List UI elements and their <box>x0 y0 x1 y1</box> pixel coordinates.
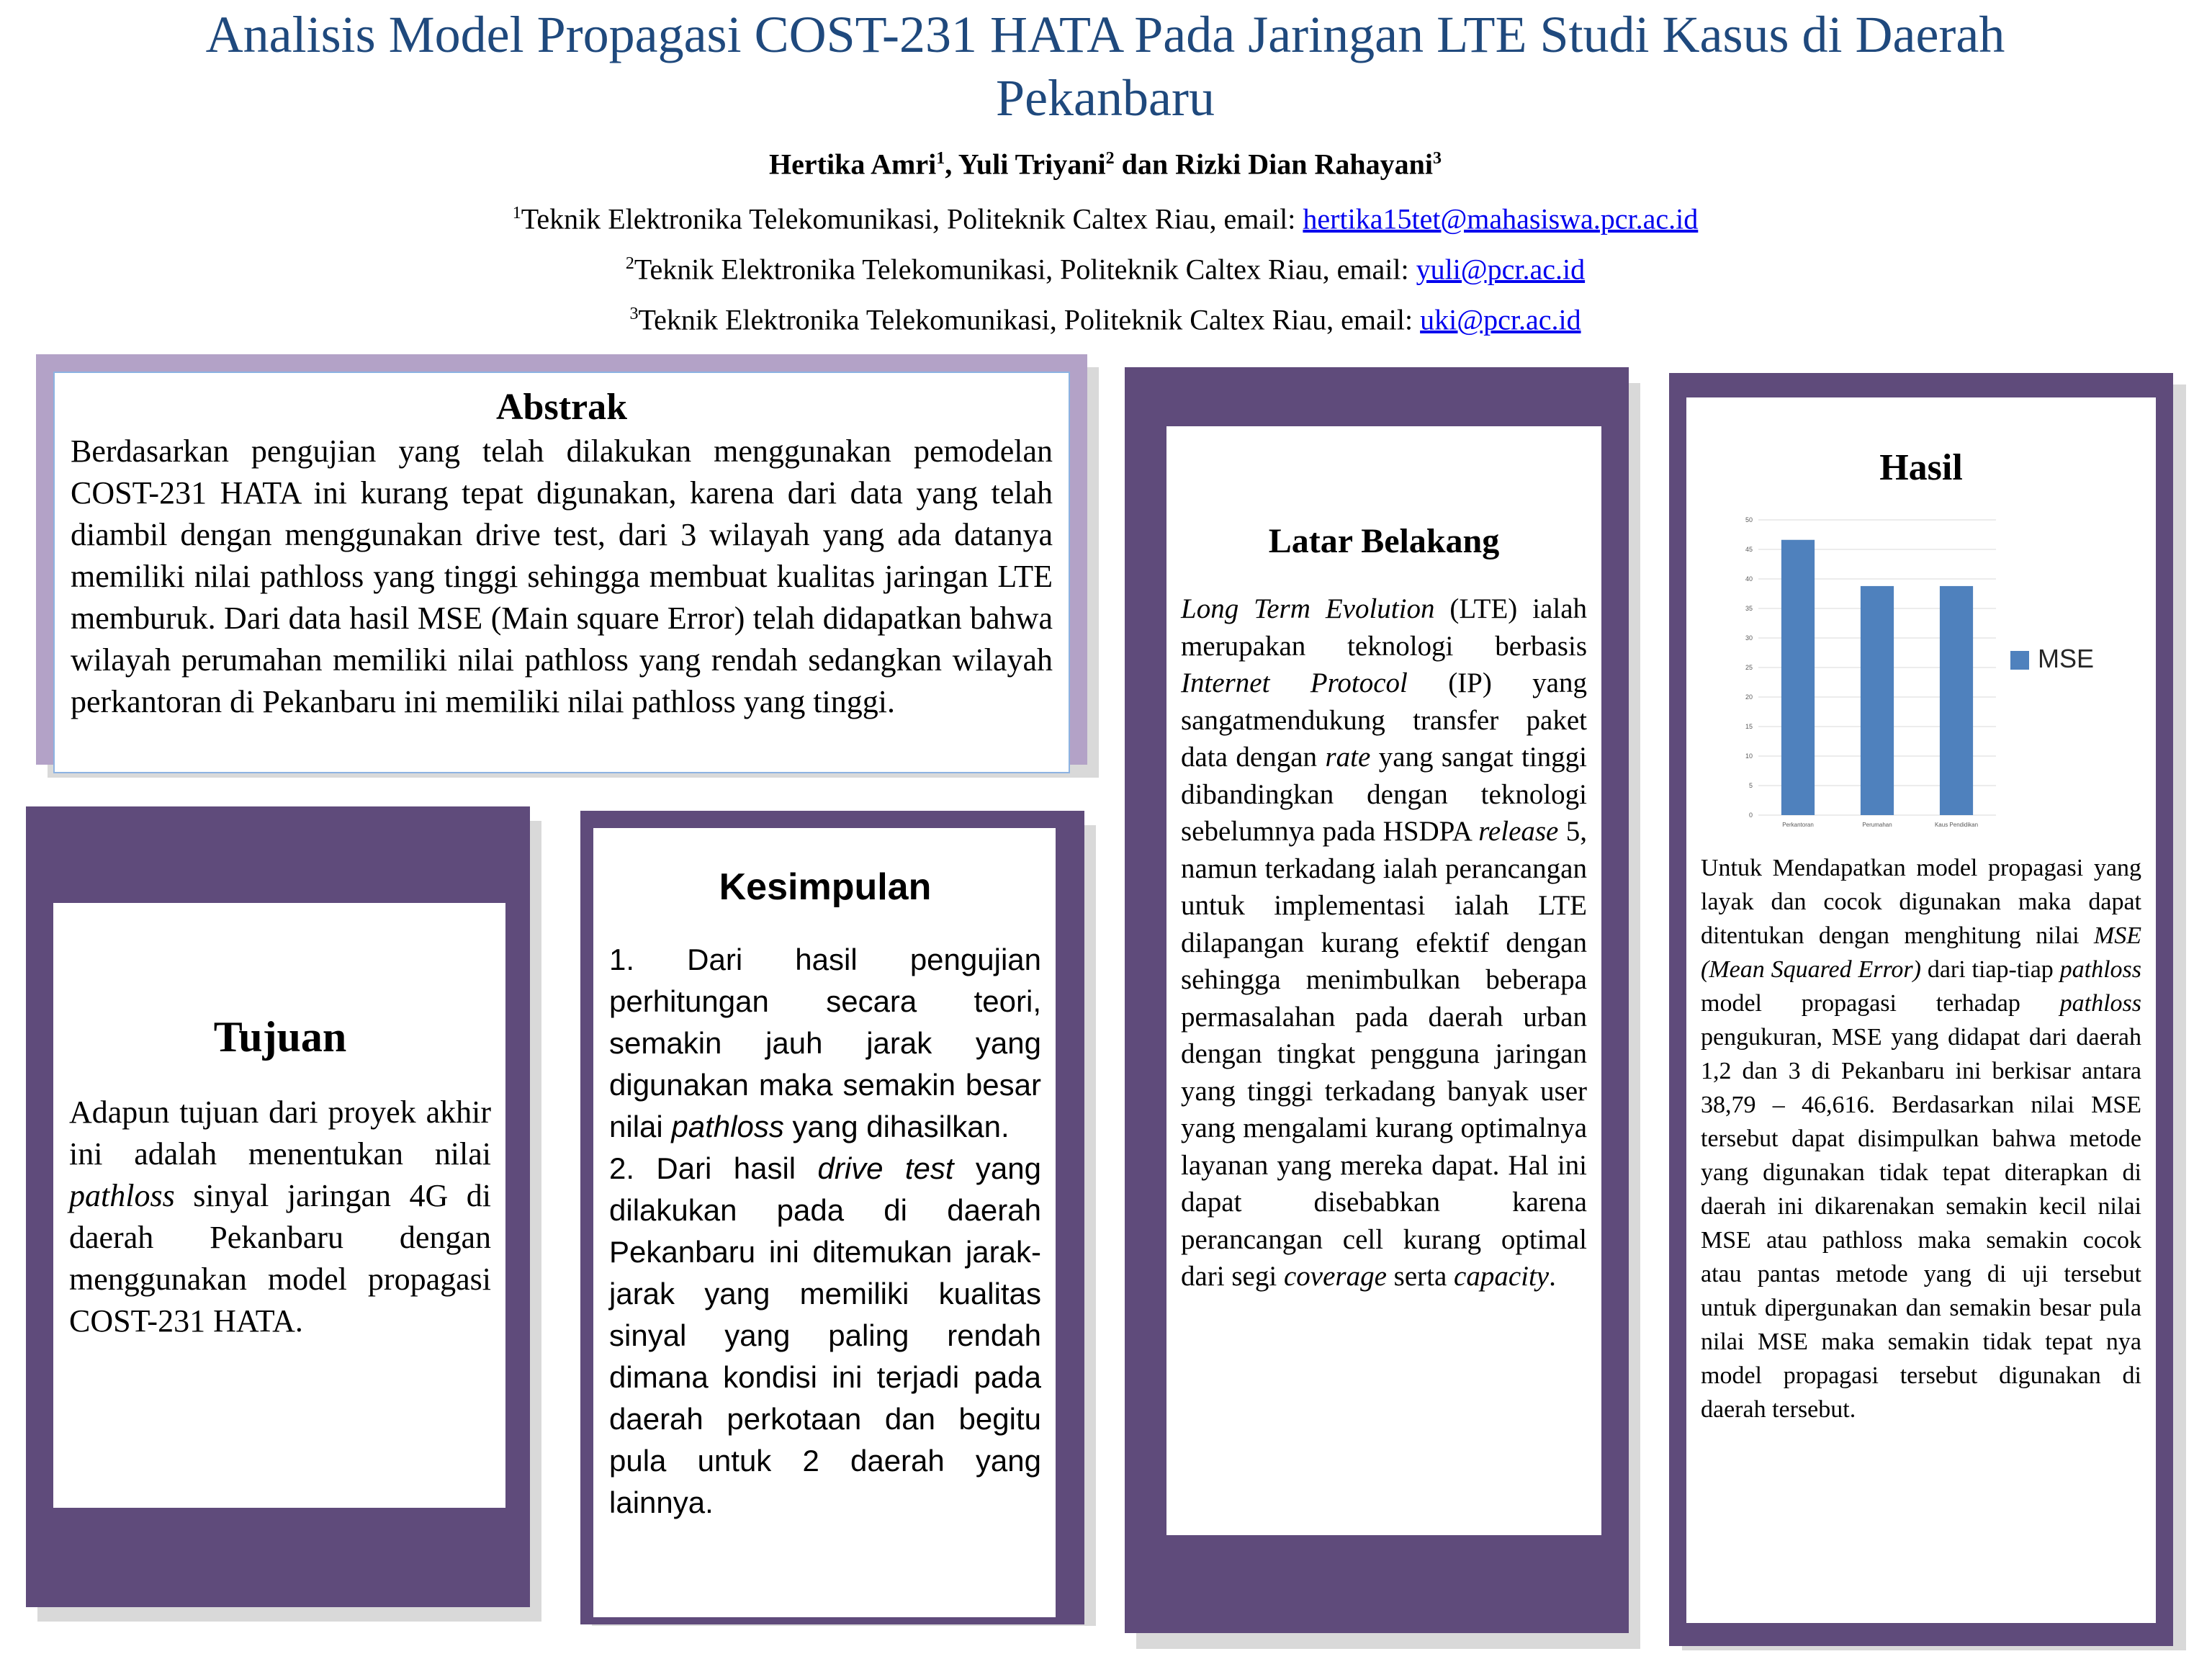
y-tick-label: 0 <box>1748 811 1753 819</box>
author-separator: dan <box>1114 148 1176 181</box>
email-link-1[interactable]: hertika15tet@mahasiswa.pcr.ac.id <box>1303 202 1699 235</box>
abstrak-box <box>53 372 1070 773</box>
latar-text: Long Term Evolution (LTE) ialah merupakan teknologi berbasis Internet Protocol (IP) yang sangatmendukung transfer paket data dengan rate yang sangat tinggi dibandingkan dengan teknologi sebelumnya pada HSDPA release 5, namun terkadang ialah perancangan untuk implementasi ialah LTE dilapangan kurang efektif dengan sehingga menimbulkan beberapa permasalahan pada daerah urban dengan tingkat pengguna jaringan yang tinggi terkadang banyak user yang mengalami kurang optimalnya layanan yang mereka dapat. Hal ini dapat disebabkan karena perancangan cell kurang optimal dari segi coverage serta capacity. <box>1181 593 1588 1292</box>
y-tick-label: 35 <box>1745 605 1753 612</box>
abstrak-heading: Abstrak <box>495 387 628 428</box>
author-affiliation-mark: 1 <box>936 149 945 168</box>
bar <box>1781 540 1815 815</box>
affiliation-1: $^1$Teknik Elektronika Telekomunikasi, Politeknik Caltex Riau, email: hertika15tet@mahasiswa.pcr.ac.id <box>512 202 1699 235</box>
author-name: Yuli Triyani <box>958 148 1106 181</box>
author-name: Rizki Dian Rahayani <box>1175 148 1433 181</box>
author-name: Hertika Amri <box>769 148 937 181</box>
hasil-heading: Hasil <box>1879 447 1963 488</box>
y-tick-label: 40 <box>1745 575 1753 583</box>
mse-chart <box>1701 491 2141 851</box>
email-link-2[interactable]: yuli@pcr.ac.id <box>1416 253 1586 286</box>
x-tick-label: Perkantoran <box>1782 822 1814 828</box>
author-separator: , <box>945 148 958 181</box>
y-tick-label: 20 <box>1745 693 1753 701</box>
y-tick-label: 15 <box>1745 723 1753 730</box>
author-affiliation-mark: 3 <box>1432 149 1442 168</box>
bar <box>1861 586 1894 815</box>
abstrak-text: Berdasarkan pengujian yang telah dilakukan menggunakan pemodelan COST-231 HATA ini kurang tepat digunakan, karena dari data yang telah diambil dengan menggunakan drive test, dari 3 wilayah yang ada datanya memiliki nilai pathloss yang tinggi sehingga membuat kualitas jaringan LTE memburuk. Dari data hasil MSE (Main square Error) telah didapatkan bahwa wilayah perumahan memiliki nilai pathloss yang rendah sedangkan wilayah perkantoran di Pekanbaru ini memiliki nilai pathloss yang tinggi. <box>71 433 1053 719</box>
poster-title: Analisis Model Propagasi COST-231 HATA Pada Jaringan LTE Studi Kasus di Daerah Pekanbaru <box>205 6 2005 127</box>
author-list <box>144 138 2067 184</box>
hasil-box <box>1686 397 2156 1623</box>
kesimpulan-heading: Kesimpulan <box>719 866 932 908</box>
legend-swatch <box>2010 651 2029 670</box>
latar-heading: Latar Belakang <box>1268 522 1500 560</box>
latar-box <box>1166 426 1601 1535</box>
y-tick-label: 5 <box>1748 782 1753 789</box>
email-link-3[interactable]: uki@pcr.ac.id <box>1420 303 1581 336</box>
legend-label: MSE <box>2038 644 2095 673</box>
hasil-text: Untuk Mendapatkan model propagasi yang layak dan cocok digunakan maka dapat ditentukan dengan menghitung nilai MSE (Mean Squared Error) dari tiap-tiap pathloss model propagasi terhadap pathloss pengukuran, MSE yang didapat dari daerah 1,2 dan 3 di Pekanbaru ini berkisar antara 38,79 – 46,616. Berdasarkan nilai MSE tersebut dapat disimpulkan bahwa metode yang digunakan tidak tepat diterapkan di daerah ini dikarenakan semakin kecil nilai MSE atau pathloss maka semakin cocok atau pantas metode yang di uji tersebut untuk dipergunakan dan semakin besar pula nilai MSE maka semakin tidak tepat nya model propagasi tersebut digunakan di daerah tersebut. <box>1701 855 2141 1423</box>
tujuan-box <box>53 903 505 1508</box>
y-tick-label: 25 <box>1745 664 1753 671</box>
y-tick-label: 50 <box>1745 516 1753 523</box>
y-tick-label: 10 <box>1745 752 1753 760</box>
affiliation-3: $^3$Teknik Elektronika Telekomunikasi, Politeknik Caltex Riau, email: uki@pcr.ac.id <box>629 303 1581 336</box>
y-tick-label: 45 <box>1745 546 1753 553</box>
kesimpulan-item-1: 1. Dari hasil pengujian perhitungan secara teori, semakin jauh jarak yang digunakan maka semakin besar nilai pathloss yang dihasilkan. <box>609 943 1041 1143</box>
tujuan-text: Adapun tujuan dari proyek akhir ini adalah menentukan nilai pathloss sinyal jaringan 4G di daerah Pekanbaru dengan menggunakan model propagasi COST-231 HATA. <box>69 1094 491 1339</box>
author-affiliation-mark: 2 <box>1105 149 1115 168</box>
affiliation-2: $^2$Teknik Elektronika Telekomunikasi, Politeknik Caltex Riau, email: yuli@pcr.ac.id <box>625 253 1586 286</box>
kesimpulan-item-2: 2. Dari hasil drive test yang dilakukan pada di daerah Pekanbaru ini ditemukan jarak-jarak yang memiliki kualitas sinyal yang paling rendah dimana kondisi ini terjadi pada daerah perkotaan dan begitu pula untuk 2 daerah yang lainnya. <box>609 1151 1042 1519</box>
y-tick-label: 30 <box>1745 634 1753 642</box>
x-tick-label: Kaus Pendidikan <box>1934 822 1979 828</box>
tujuan-heading: Tujuan <box>213 1013 347 1061</box>
mse-bar-chart <box>1701 491 2141 851</box>
x-tick-label: Perumahan <box>1862 822 1892 828</box>
bar <box>1940 586 1973 815</box>
kesimpulan-box <box>593 828 1056 1617</box>
